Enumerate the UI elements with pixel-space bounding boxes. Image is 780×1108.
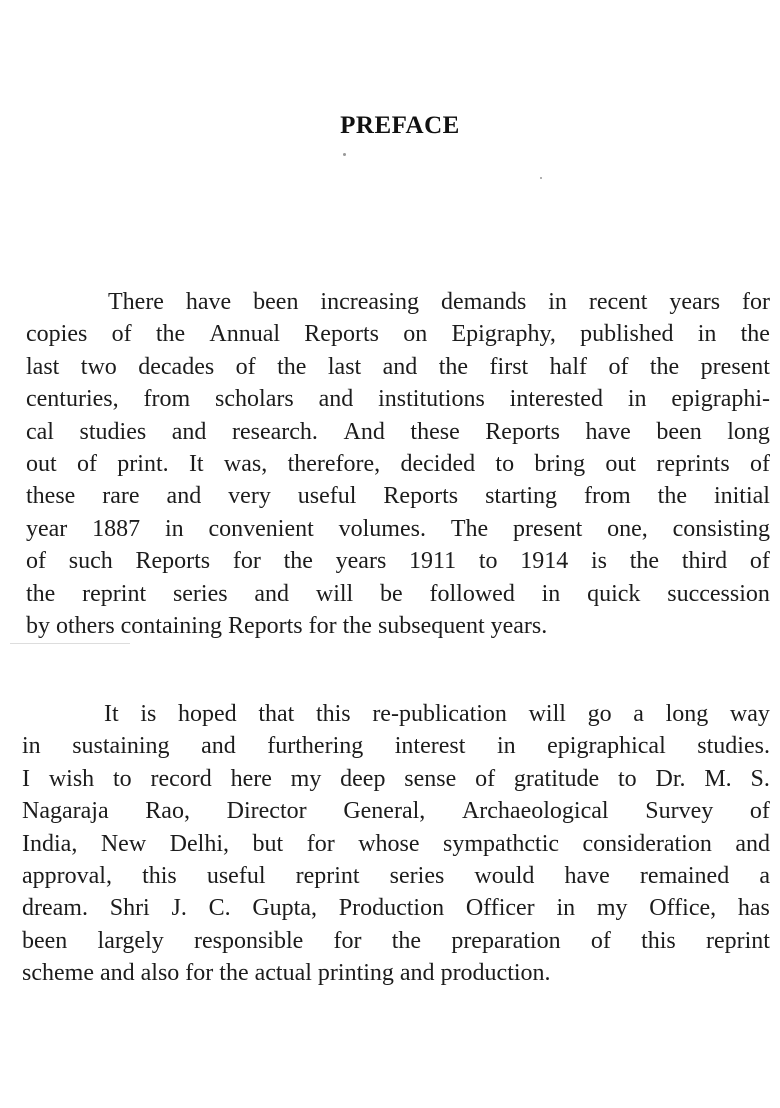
word: in <box>496 733 516 760</box>
word: Archaeological <box>461 798 609 825</box>
print-speck <box>540 177 542 179</box>
word: Delhi, <box>169 830 229 857</box>
word: quick <box>587 580 641 607</box>
word: consideration <box>582 830 712 857</box>
word: my <box>290 765 322 792</box>
word: these <box>26 483 76 510</box>
word: the <box>277 353 307 380</box>
word: of <box>750 451 770 477</box>
word: in <box>548 289 567 315</box>
word: years. <box>490 613 548 639</box>
word: convenient <box>208 515 314 542</box>
word: and <box>201 733 236 760</box>
word: a <box>759 863 770 889</box>
word: reprint <box>705 927 770 954</box>
word: and <box>254 580 290 607</box>
word: Dr. <box>655 765 686 792</box>
word: demands <box>440 289 527 315</box>
word: succession <box>667 580 770 607</box>
word: two <box>80 353 117 380</box>
word: to <box>478 548 498 575</box>
word: published <box>580 321 674 348</box>
text-line <box>22 763 770 795</box>
word: decided <box>400 451 476 477</box>
text-line <box>26 318 770 350</box>
text-line <box>22 730 770 762</box>
word: in <box>556 895 576 922</box>
print-smudge <box>10 643 130 644</box>
word: been <box>253 289 299 315</box>
word: been <box>22 927 68 954</box>
word: such <box>68 548 113 575</box>
text-line <box>26 545 770 577</box>
word: It <box>188 451 204 477</box>
word: followed <box>429 580 515 607</box>
word: production. <box>440 960 551 987</box>
word: Annual <box>209 321 281 348</box>
word: this <box>641 927 676 954</box>
word: wish <box>48 765 95 792</box>
word: C. <box>208 895 231 922</box>
text-line <box>26 480 770 512</box>
word: whose <box>358 830 420 857</box>
word: these <box>410 418 460 445</box>
word: useful <box>206 863 266 889</box>
word: way <box>729 701 770 727</box>
word: Officer <box>465 895 535 922</box>
word: Nagaraja <box>22 798 109 825</box>
word: responsible <box>193 927 304 954</box>
word: for <box>185 960 214 987</box>
word: bring <box>534 451 586 477</box>
text-line <box>22 860 770 892</box>
word: 1887 <box>92 515 141 542</box>
word: Epigraphy, <box>451 321 556 348</box>
text-line <box>26 448 770 480</box>
word: largely <box>97 927 164 954</box>
word: and <box>382 353 418 380</box>
word: research. <box>232 418 318 445</box>
word: and <box>166 483 202 510</box>
word: half <box>549 353 587 380</box>
word: Reports <box>135 548 211 575</box>
word: sustaining <box>72 733 170 760</box>
word: here <box>230 765 272 792</box>
word: epigraphical <box>547 733 666 760</box>
word: be <box>380 580 403 607</box>
word: to <box>495 451 515 477</box>
word: decades <box>138 353 215 380</box>
word: reprint <box>82 580 147 607</box>
word: furthering <box>267 733 364 760</box>
word: cal <box>26 418 54 445</box>
word: And <box>343 418 385 445</box>
word: by <box>26 613 50 639</box>
word: and <box>735 830 770 857</box>
word: last <box>26 353 60 380</box>
word: the <box>649 353 680 380</box>
word: was, <box>223 451 268 477</box>
word: that <box>258 701 295 727</box>
word: the <box>391 927 422 954</box>
word: of <box>235 353 256 380</box>
word: preparation <box>451 927 561 954</box>
word: long <box>727 418 770 445</box>
word: also <box>140 960 180 987</box>
text-line <box>22 828 770 860</box>
word: deep <box>340 765 386 792</box>
word: in <box>22 733 41 760</box>
word: New <box>100 830 147 857</box>
word: General, <box>343 798 426 825</box>
word: of <box>475 765 496 792</box>
word: long <box>665 701 709 727</box>
word: subsequent <box>377 613 485 639</box>
word: for <box>232 548 261 575</box>
word: have <box>585 418 631 445</box>
word: volumes. <box>338 515 426 542</box>
text-line <box>22 957 551 989</box>
word: copies <box>26 321 88 348</box>
word: recent <box>588 289 648 315</box>
text-line <box>26 351 770 383</box>
word: of <box>26 548 46 575</box>
word: for <box>741 289 770 315</box>
word: Director <box>226 798 307 825</box>
print-speck <box>343 153 346 156</box>
word: from <box>143 386 191 413</box>
word: print. <box>117 451 169 477</box>
word: third <box>681 548 728 575</box>
word: the <box>438 353 469 380</box>
word: the <box>155 321 186 348</box>
word: reprint <box>295 863 360 889</box>
word: There <box>108 289 164 315</box>
word: and <box>318 386 354 413</box>
word: sense <box>404 765 457 792</box>
word: approval, <box>22 863 112 889</box>
word: 1911 <box>409 548 457 575</box>
word: rare <box>102 483 140 510</box>
word: very <box>228 483 271 510</box>
word: year <box>26 515 68 542</box>
text-line <box>22 892 770 924</box>
word: of <box>749 548 770 575</box>
word: institutions <box>378 386 485 413</box>
word: Shri <box>109 895 150 922</box>
word: present <box>700 353 770 380</box>
word: Rao, <box>145 798 190 825</box>
word: J. <box>171 895 187 922</box>
word: India, <box>22 830 78 857</box>
word: useful <box>297 483 357 510</box>
word: Reports <box>485 418 560 445</box>
word: and <box>399 960 435 987</box>
text-line <box>26 383 770 415</box>
word: in <box>697 321 717 348</box>
word: scheme <box>22 960 94 987</box>
text-line <box>26 416 770 448</box>
word: M. <box>704 765 732 792</box>
word: the <box>219 960 249 987</box>
text-line <box>26 610 547 642</box>
word: epigraphi- <box>671 386 770 413</box>
word: in <box>541 580 561 607</box>
word: hoped <box>178 701 237 727</box>
word: but <box>252 830 284 857</box>
word: years <box>335 548 387 575</box>
word: from <box>584 483 631 510</box>
word: the <box>26 580 56 607</box>
word: re-publication <box>372 701 507 727</box>
word: go <box>587 701 612 727</box>
word: of <box>590 927 611 954</box>
word: reprints <box>656 451 730 477</box>
text-line <box>26 513 770 545</box>
word: this <box>142 863 177 889</box>
word: has <box>737 895 770 922</box>
word: printing <box>317 960 394 987</box>
text-line <box>108 286 770 318</box>
word: in <box>627 386 647 413</box>
word: Reports <box>304 321 379 348</box>
word: been <box>656 418 702 445</box>
word: series <box>172 580 228 607</box>
word: have <box>185 289 232 315</box>
word: scholars <box>215 386 294 413</box>
word: last <box>327 353 362 380</box>
word: the <box>629 548 660 575</box>
word: of <box>111 321 132 348</box>
word: remained <box>639 863 730 889</box>
word: present <box>512 515 583 542</box>
word: is <box>591 548 608 575</box>
word: studies. <box>697 733 770 760</box>
word: the <box>740 321 770 348</box>
word: interest <box>394 733 466 760</box>
word: of <box>608 353 629 380</box>
word: dream. <box>22 895 88 922</box>
word: the <box>342 613 372 639</box>
page-title: PREFACE <box>340 112 460 139</box>
word: Reports <box>383 483 459 510</box>
word: in <box>164 515 184 542</box>
word: my <box>596 895 628 922</box>
word: S. <box>750 765 770 792</box>
word: will <box>528 701 566 727</box>
word: out <box>605 451 637 477</box>
word: of <box>76 451 97 477</box>
word: Reports <box>227 613 303 639</box>
word: this <box>315 701 351 727</box>
word: on <box>403 321 428 348</box>
word: have <box>564 863 610 889</box>
word: Survey <box>645 798 714 825</box>
word: Production <box>338 895 445 922</box>
text-line <box>104 698 770 730</box>
word: sympathctic <box>443 830 560 857</box>
word: record <box>150 765 212 792</box>
word: centuries, <box>26 386 119 413</box>
word: and <box>99 960 135 987</box>
text-line <box>26 578 770 610</box>
word: out <box>26 451 57 477</box>
text-line <box>22 795 770 827</box>
word: actual <box>254 960 312 987</box>
word: gratitude <box>513 765 600 792</box>
word: for <box>333 927 362 954</box>
word: studies <box>79 418 147 445</box>
word: interested <box>509 386 603 413</box>
word: years <box>669 289 721 315</box>
word: a <box>633 701 644 727</box>
word: increasing <box>320 289 420 315</box>
word: the <box>657 483 687 510</box>
word: will <box>315 580 354 607</box>
word: one, <box>607 515 648 542</box>
word: to <box>618 765 637 792</box>
word: to <box>112 765 132 792</box>
word: first <box>489 353 529 380</box>
word: others <box>56 613 115 639</box>
word: is <box>140 701 157 727</box>
word: I <box>22 765 30 792</box>
word: the <box>283 548 313 575</box>
word: 1914 <box>520 548 569 575</box>
word: initial <box>713 483 770 510</box>
word: It <box>104 701 119 727</box>
word: would <box>474 863 535 889</box>
word: for <box>308 613 337 639</box>
word: therefore, <box>287 451 381 477</box>
word: Gupta, <box>252 895 317 922</box>
word: containing <box>120 613 222 639</box>
text-line <box>22 925 770 957</box>
word: Office, <box>649 895 717 922</box>
word: The <box>450 515 489 542</box>
word: starting <box>485 483 558 510</box>
word: and <box>171 418 207 445</box>
word: of <box>749 798 770 825</box>
word: for <box>306 830 335 857</box>
word: series <box>389 863 445 889</box>
word: consisting <box>672 515 770 542</box>
